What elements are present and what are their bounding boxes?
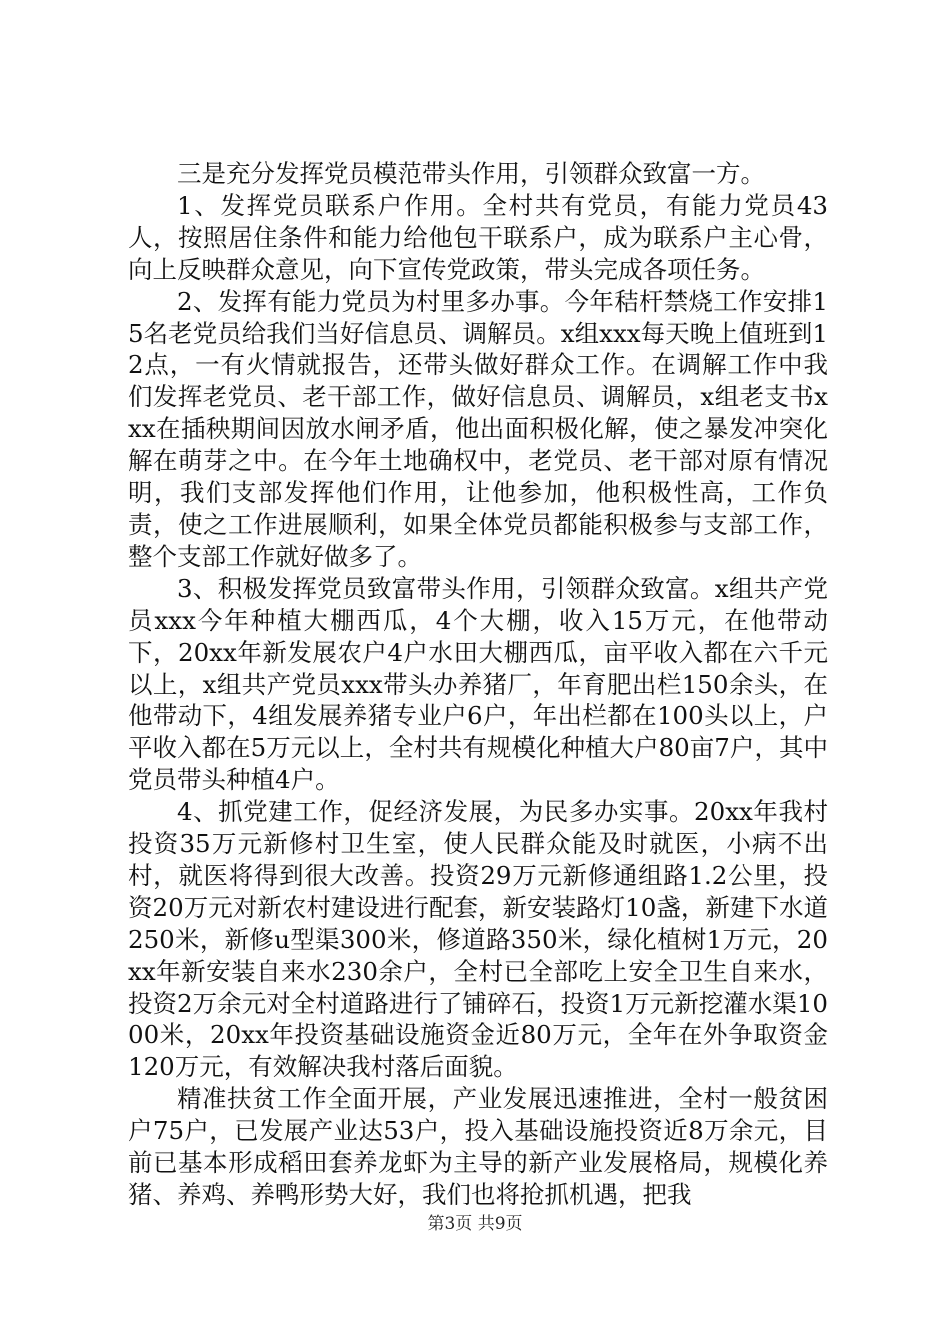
page-number-footer: 第3页 共9页 — [427, 1214, 523, 1234]
paragraph-item-2: 2、发挥有能力党员为村里多办事。今年秸杆禁烧工作安排15名老党员给我们当好信息员、调解员。x组xxx每天晚上值班到12点，一有火情就报告，还带头做好群众工作。在调解工作中我们发挥老党员、老干部工作，做好信息员、调解员，x组老支书xxx在插秧期间因放水闸矛盾，他出面积极化解，使之暴发冲突化解在萌芽之中。在今年土地确权中，老党员、老干部对原有情况明，我们支部发挥他们作用，让他参加，他积极性高，工作负责，使之工作进展顺利，如果全体党员都能积极参与支部工作，整个支部工作就好做多了。 — [128, 286, 828, 571]
paragraph-intro: 三是充分发挥党员模范带头作用，引领群众致富一方。 — [177, 159, 765, 188]
paragraph-item-3: 3、积极发挥党员致富带头作用，引领群众致富。x组共产党员xxx今年种植大棚西瓜，4个大棚，收入15万元，在他带动下，20xx年新发展农户4户水田大棚西瓜，亩平收入都在六千元以上，x组共产党员xxx带头办养猪厂，年育肥出栏150余头，在他带动下，4组发展养猪专业户6户，年出栏都在100头以上，户平收入都在5万元以上，全村共有规模化种植大户80亩7户，其中党员带头种植4户。 — [128, 573, 828, 795]
paragraph-item-4: 4、抓党建工作，促经济发展，为民多办实事。20xx年我村投资35万元新修村卫生室，使人民群众能及时就医，小病不出村，就医将得到很大改善。投资29万元新修通组路1.2公里，投资20万元对新农村建设进行配套，新安装路灯10盏，新建下水道250米，新修u型渠300米，修道路350米，绿化植树1万元，20xx年新安装自来水230余户，全村已全部吃上安全卫生自来水，投资2万余元对全村道路进行了铺碎石，投资1万元新挖灌水渠1000米，20xx年投资基础设施资金近80万元，全年在外争取资金120万元，有效解决我村落后面貌。 — [128, 797, 828, 1082]
document-body — [128, 158, 828, 1211]
paragraph-item-1: 1、发挥党员联系户作用。全村共有党员，有能力党员43人，按照居住条件和能力给他包干联系户，成为联系户主心骨，向上反映群众意见，向下宣传党政策，带头完成各项任务。 — [128, 190, 828, 284]
paragraph-poverty-alleviation: 精准扶贫工作全面开展，产业发展迅速推进，全村一般贫困户75户，已发展产业达53户，投入基础设施投资近8万余元，目前已基本形成稻田套养龙虾为主导的新产业发展格局，规模化养猪、养鸡、养鸭形势大好，我们也将抢抓机遇，把我 — [128, 1084, 828, 1209]
